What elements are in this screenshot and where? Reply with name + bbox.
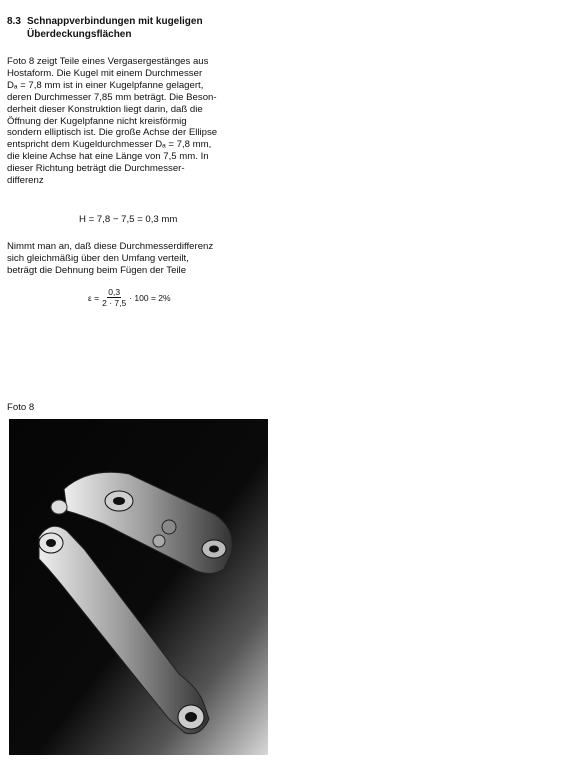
paragraph-line: sondern elliptisch ist. Die große Achse der Ellipse bbox=[7, 127, 218, 139]
paragraph-1 bbox=[7, 56, 282, 187]
section-title-line-1: Schnappverbindungen mit kugeligen bbox=[27, 16, 203, 27]
equation-rhs: · 100 = 2% bbox=[129, 292, 171, 303]
fraction-numerator: 0,3 bbox=[108, 287, 121, 297]
paragraph-line: entspricht dem Kugeldurchmesser Dₐ = 7,8 mm, bbox=[7, 139, 212, 151]
paragraph-line: Nimmt man an, daß diese Durchmesserdifferenz bbox=[7, 241, 214, 252]
rivet bbox=[162, 520, 176, 534]
paragraph-line: die kleine Achse hat eine Länge von 7,5 mm. In bbox=[7, 151, 209, 163]
socket-hole bbox=[113, 497, 125, 505]
paragraph-line: dieser Richtung beträgt die Durchmesser- bbox=[7, 163, 185, 175]
fraction bbox=[102, 287, 126, 308]
paragraph-2 bbox=[7, 241, 282, 277]
photo-caption: Foto 8 bbox=[7, 402, 35, 413]
paragraph-line: beträgt die Dehnung beim Fügen der Teile bbox=[7, 264, 187, 276]
equation-lhs: ε = bbox=[88, 292, 100, 303]
paragraph-line: Dₐ = 7,8 mm ist in einer Kugelpfanne gelagert, bbox=[7, 79, 204, 91]
socket-hole bbox=[46, 539, 56, 547]
paragraph-line: Öffnung der Kugelpfanne nicht kreisförmig bbox=[7, 115, 187, 127]
equation-strain bbox=[88, 287, 171, 308]
paragraph-line: derheit dieser Konstruktion liegt darin, daß die bbox=[7, 103, 203, 115]
socket-hole bbox=[209, 546, 219, 553]
section-number: 8.3 bbox=[7, 16, 21, 27]
section-title-line-2: Überdeckungsflächen bbox=[27, 29, 132, 40]
paragraph-line: Foto 8 zeigt Teile eines Vergasergestänges aus bbox=[7, 56, 209, 67]
paragraph-line: differenz bbox=[7, 175, 44, 187]
paragraph-line: Hostaform. Die Kugel mit einem Durchmesser bbox=[7, 67, 203, 79]
photo-background bbox=[9, 419, 268, 755]
fraction-denominator: 2 · 7,5 bbox=[102, 298, 127, 308]
section-heading bbox=[7, 15, 203, 41]
paragraph-line: sich gleichmäßig über den Umfang verteilt, bbox=[7, 252, 189, 264]
carburetor-linkage-photo bbox=[9, 419, 268, 755]
equation-diameter-difference: H = 7,8 − 7,5 = 0,3 mm bbox=[79, 214, 178, 225]
ball-joint bbox=[51, 500, 67, 514]
paragraph-line: deren Durchmesser 7,85 mm beträgt. Die Beson- bbox=[7, 91, 217, 103]
rivet bbox=[153, 535, 165, 547]
socket-hole bbox=[185, 712, 197, 722]
